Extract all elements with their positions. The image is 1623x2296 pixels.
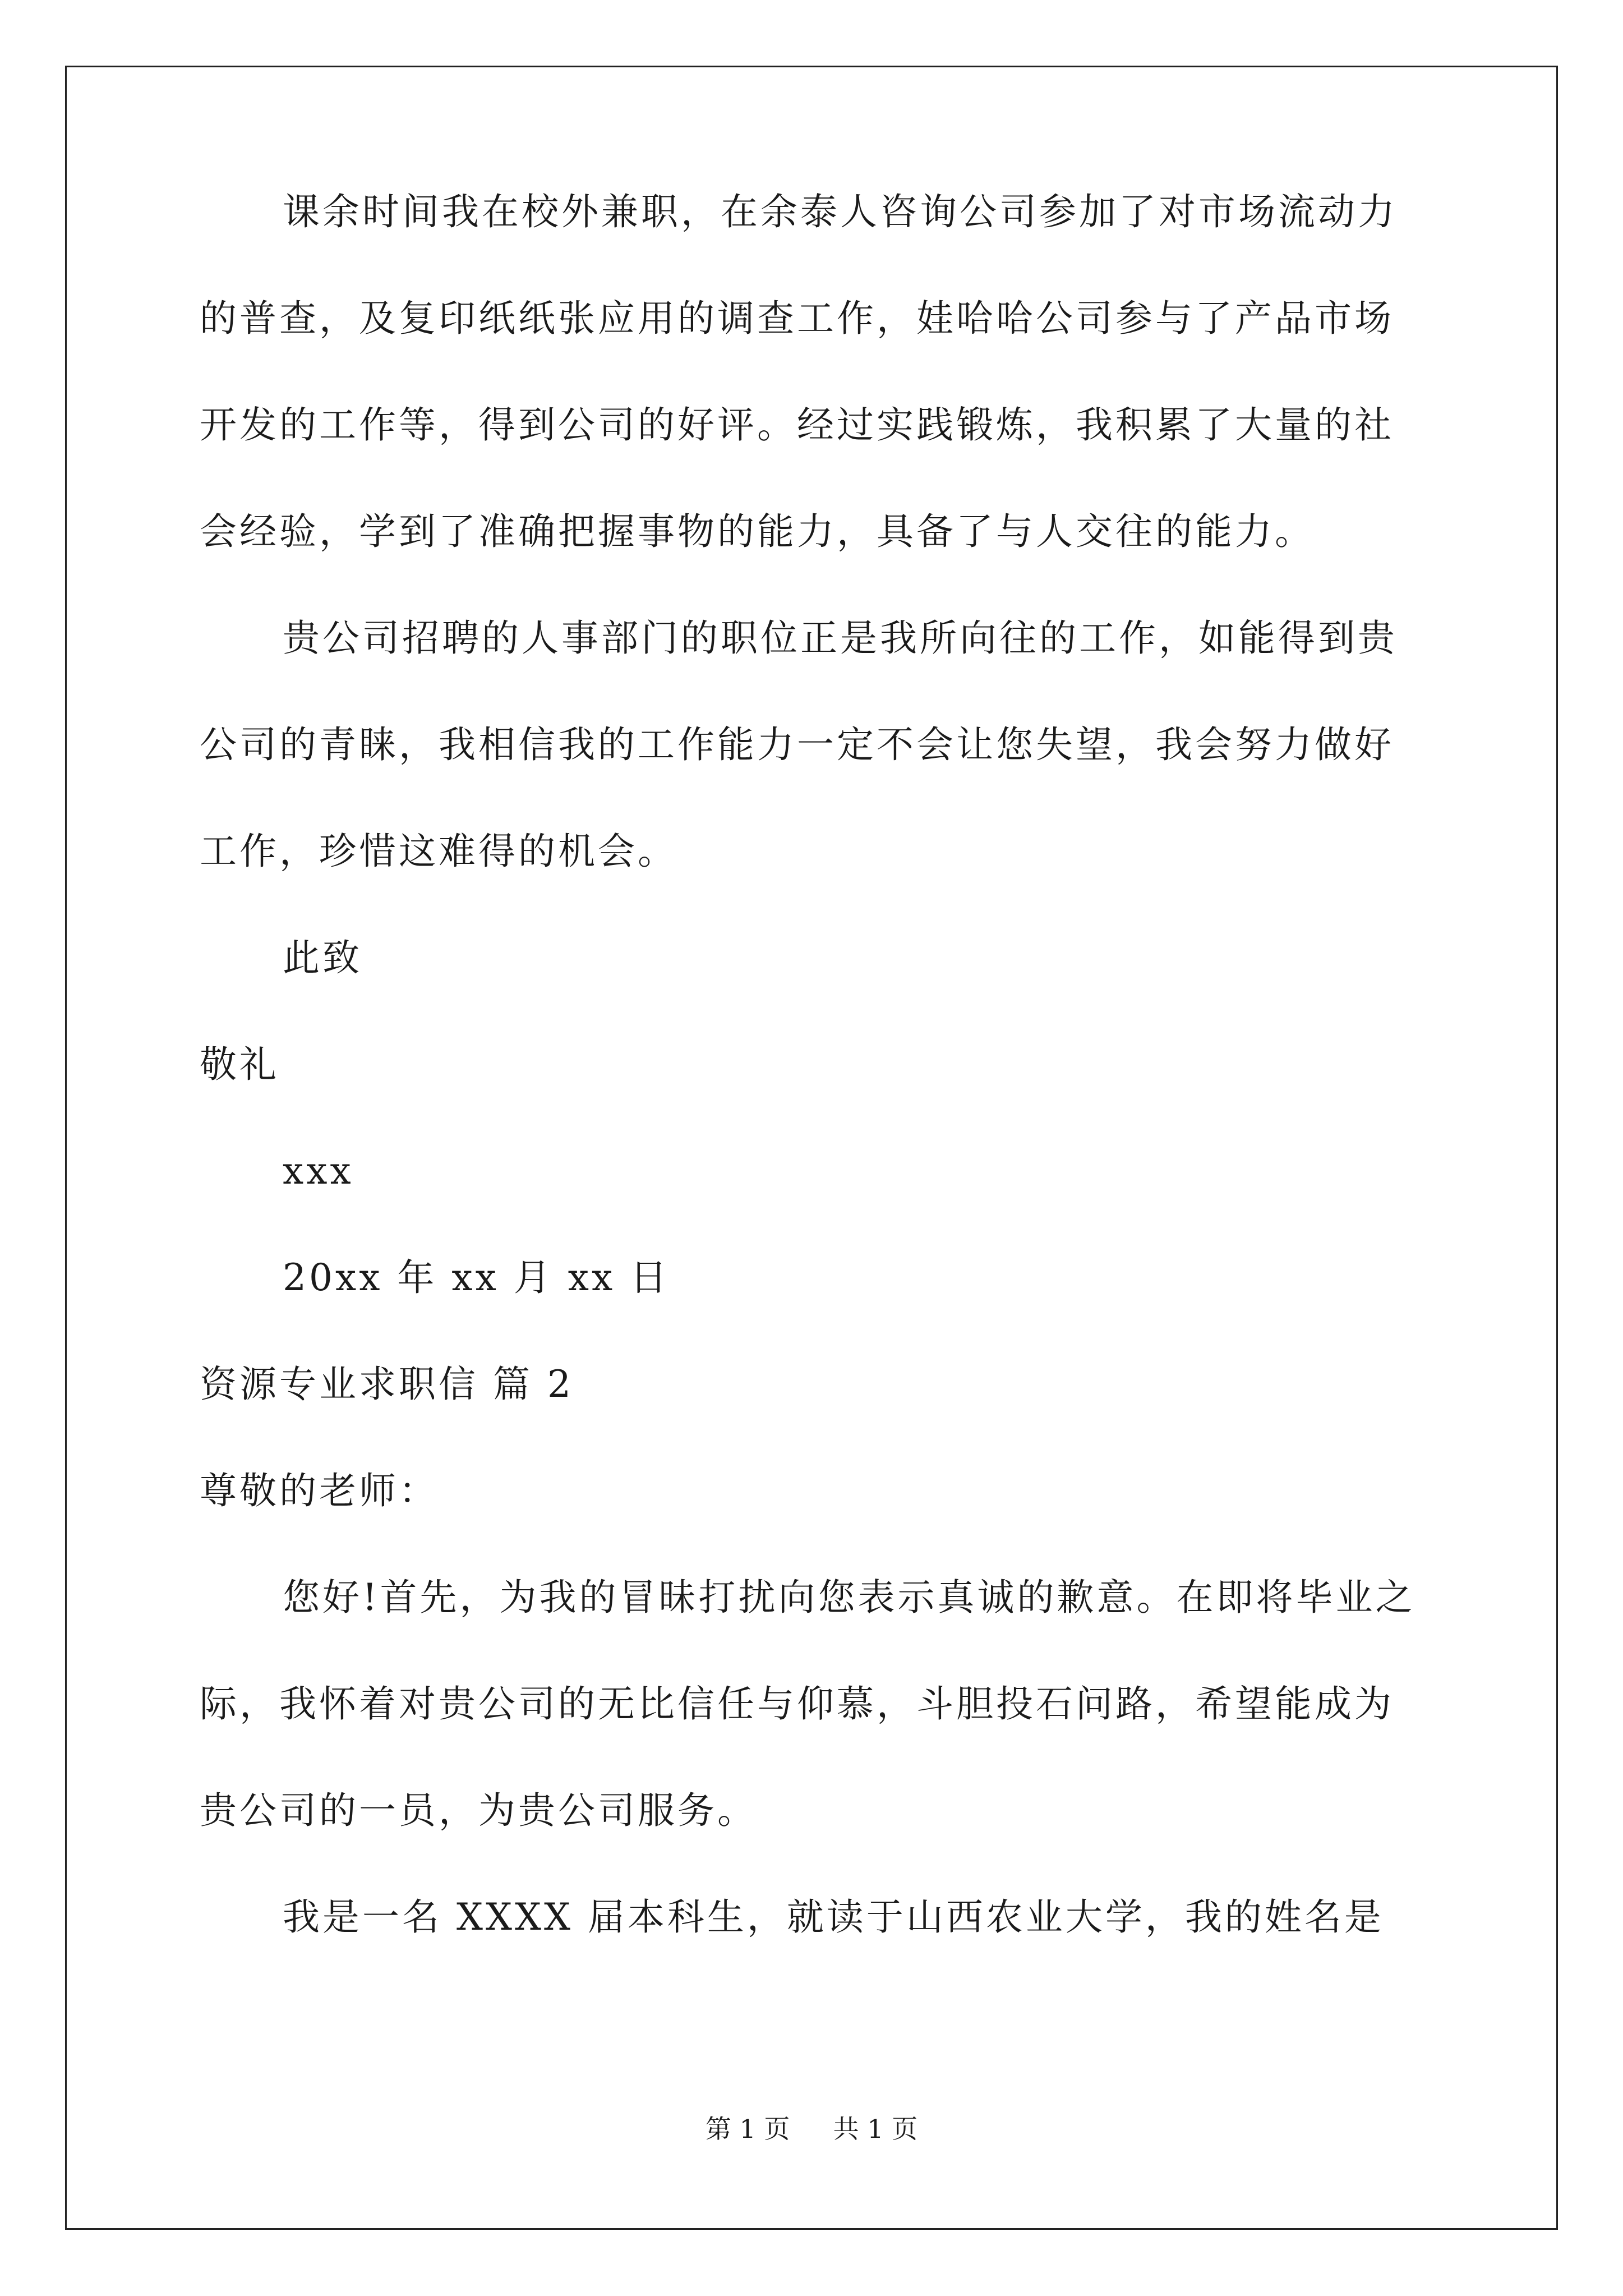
paragraph-line: 开发的工作等，得到公司的好评。经过实践锻炼，我积累了大量的社 (200, 403, 1394, 447)
paragraph-line: 公司的青睐，我相信我的工作能力一定不会让您失望，我会努力做好 (200, 723, 1394, 766)
section-heading: 资源专业求职信 篇 2 (200, 1363, 574, 1406)
paragraph-line: 课余时间我在校外兼职，在余泰人咨询公司参加了对市场流动力 (283, 190, 1398, 233)
paragraph-line: 的普查，及复印纸纸张应用的调查工作，娃哈哈公司参与了产品市场 (200, 297, 1394, 340)
paragraph-line: 际，我怀着对贵公司的无比信任与仰慕，斗胆投石问路，希望能成为 (200, 1682, 1394, 1726)
signature-name: xxx (283, 1149, 354, 1193)
paragraph-line: 您好!首先，为我的冒昧打扰向您表示真诚的歉意。在即将毕业之 (283, 1576, 1415, 1619)
paragraph-line: 我是一名 XXXX 届本科生，就读于山西农业大学，我的姓名是 (283, 1895, 1384, 1939)
page-footer (0, 2112, 1623, 2146)
paragraph-line: 工作，珍惜这难得的机会。 (200, 830, 677, 873)
paragraph-line: 贵公司的一员，为贵公司服务。 (200, 1789, 757, 1832)
paragraph-line: 贵公司招聘的人事部门的职位正是我所向往的工作，如能得到贵 (283, 616, 1398, 660)
closing-regards: 敬礼 (200, 1043, 279, 1086)
paragraph-line: 会经验，学到了准确把握事物的能力，具备了与人交往的能力。 (200, 510, 1315, 553)
greeting: 尊敬的老师： (200, 1469, 439, 1512)
closing-salutation: 此致 (283, 936, 362, 979)
page-number: 第 1 页 (705, 2114, 790, 2144)
signature-date: 20xx 年 xx 月 xx 日 (283, 1256, 670, 1299)
page-total: 共 1 页 (833, 2114, 918, 2144)
